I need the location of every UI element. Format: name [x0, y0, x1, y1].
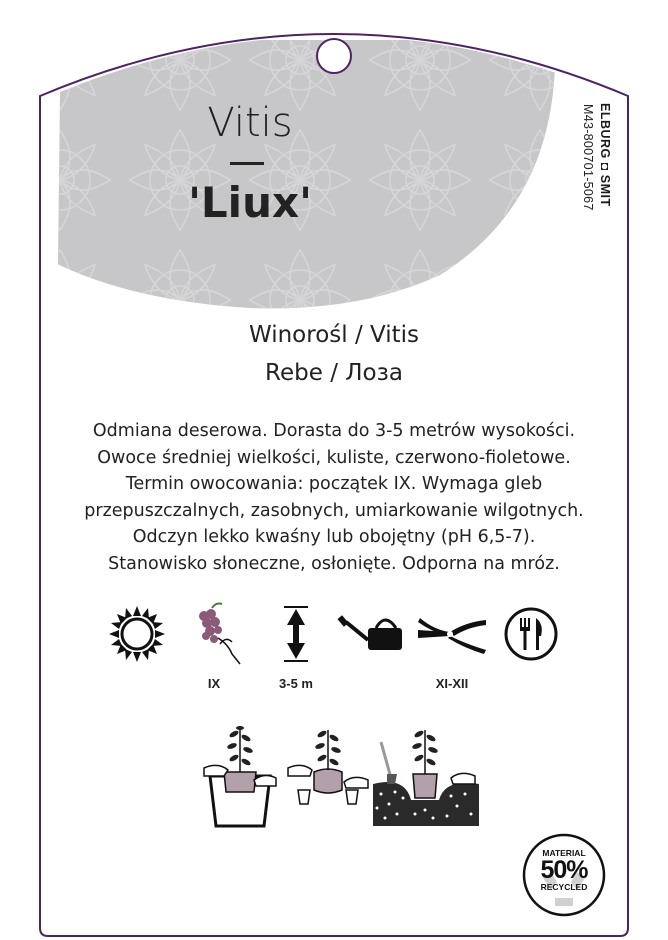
recycled-bottom-text: RECYCLED — [540, 882, 588, 892]
hang-hole — [317, 39, 351, 73]
recycled-percent: 50% — [540, 856, 588, 884]
pruning-months-label: XI-XII — [435, 676, 469, 691]
description-line: Owoce średniej wielkości, kuliste, czerwono-fioletowe. — [97, 447, 571, 468]
product-code: M43-800701-5067 — [581, 104, 595, 211]
recycled-top-text: MATERIAL — [542, 848, 586, 858]
description-line: przepuszczalnych, zasobnych, umiarkowanie wilgotnych. — [84, 500, 584, 521]
description-line: Odczyn lekko kwaśny lub obojętny (pH 6,5-7). — [132, 527, 536, 547]
description-line: Stanowisko słoneczne, osłonięte. Odporna na mróz. — [108, 553, 560, 574]
genus-name: Vitis — [207, 100, 293, 146]
cultivar-name: 'Liux' — [188, 178, 312, 227]
description — [20, 418, 648, 577]
title-separator — [230, 162, 264, 165]
recycled-badge — [521, 832, 607, 918]
brand-name: ELBURG ◘ SMIT — [598, 103, 612, 207]
edible-fork-knife-icon — [506, 609, 556, 659]
description-line: Odmiana deserowa. Dorasta do 3-5 metrów wysokości. — [92, 421, 576, 441]
description-line: Termin owocowania: początek IX. Wymaga gleb — [125, 474, 543, 494]
harvest-month-label: IX — [207, 676, 221, 691]
common-name-2: Rebe / Лоза — [265, 360, 403, 386]
sun-icon — [109, 606, 165, 662]
common-name-1: Winorośl / Vitis — [248, 322, 420, 348]
height-label: 3-5 m — [279, 676, 313, 691]
